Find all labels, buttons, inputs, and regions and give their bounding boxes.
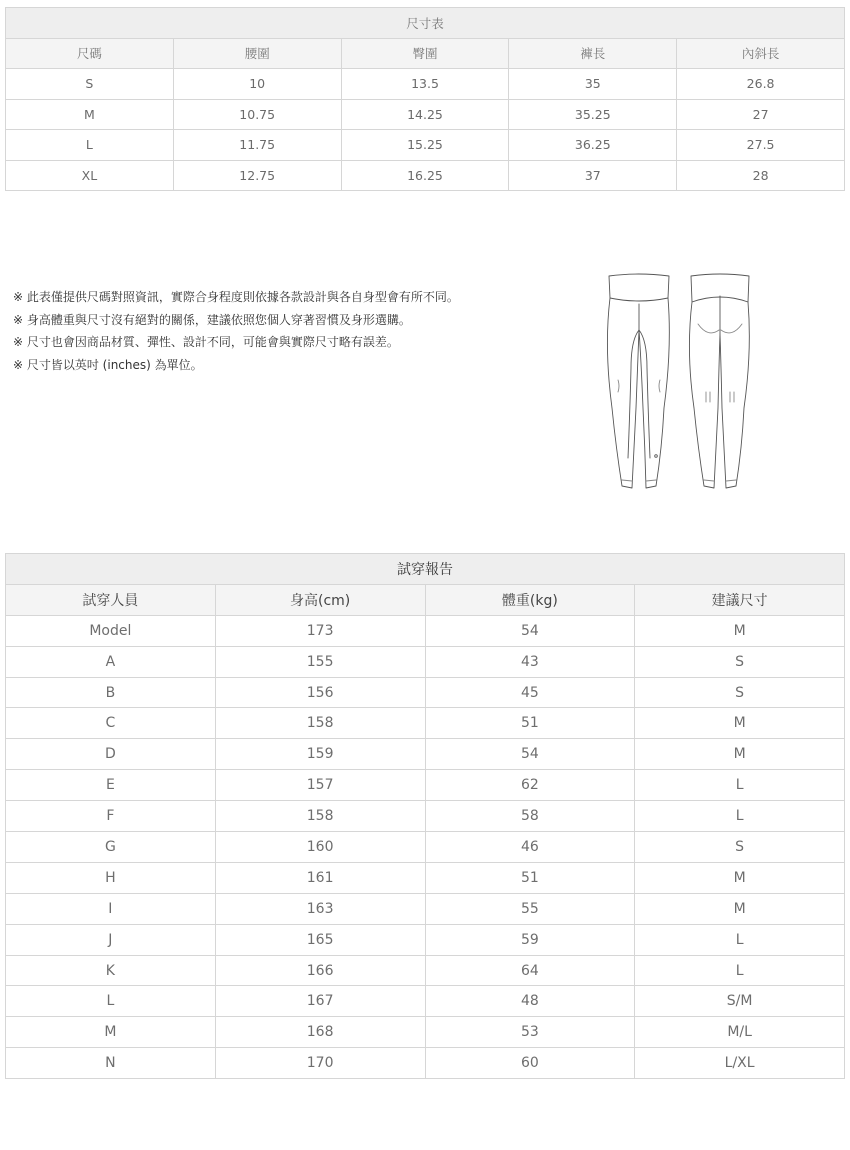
size-row — [6, 160, 845, 191]
recommended-size-cell: L — [635, 801, 845, 832]
weight-cell: 43 — [425, 646, 635, 677]
height-cell: 161 — [215, 862, 425, 893]
height-cell: 167 — [215, 986, 425, 1017]
weight-cell: 64 — [425, 955, 635, 986]
tester-cell: I — [6, 893, 216, 924]
weight-cell: 54 — [425, 739, 635, 770]
weight-cell: 54 — [425, 615, 635, 646]
header-recommended-size: 建議尺寸 — [635, 584, 845, 615]
tester-cell: D — [6, 739, 216, 770]
weight-cell: 58 — [425, 801, 635, 832]
tester-cell: K — [6, 955, 216, 986]
size-cell: S — [6, 69, 174, 100]
recommended-size-cell: M — [635, 739, 845, 770]
tester-row — [6, 862, 845, 893]
weight-cell: 51 — [425, 862, 635, 893]
weight-cell: 60 — [425, 1048, 635, 1079]
tester-cell: B — [6, 677, 216, 708]
tester-cell: E — [6, 770, 216, 801]
length-cell: 35 — [509, 69, 677, 100]
size-chart-title: 尺寸表 — [6, 8, 845, 39]
size-row — [6, 69, 845, 100]
height-cell: 170 — [215, 1048, 425, 1079]
size-notes — [13, 286, 573, 376]
hip-cell: 13.5 — [341, 69, 509, 100]
size-cell: M — [6, 99, 174, 130]
height-cell: 168 — [215, 1017, 425, 1048]
note-item: ※ 尺寸皆以英吋 (inches) 為單位。 — [13, 357, 203, 372]
weight-cell: 46 — [425, 832, 635, 863]
size-chart-table — [5, 7, 845, 191]
recommended-size-cell: L/XL — [635, 1048, 845, 1079]
size-row — [6, 99, 845, 130]
size-cell: XL — [6, 160, 174, 191]
tester-row — [6, 708, 845, 739]
tester-cell: H — [6, 862, 216, 893]
tester-row — [6, 986, 845, 1017]
tester-cell: L — [6, 986, 216, 1017]
height-cell: 173 — [215, 615, 425, 646]
height-cell: 155 — [215, 646, 425, 677]
height-cell: 165 — [215, 924, 425, 955]
recommended-size-cell: S — [635, 832, 845, 863]
hip-cell: 15.25 — [341, 130, 509, 161]
height-cell: 158 — [215, 708, 425, 739]
weight-cell: 45 — [425, 677, 635, 708]
try-on-report-table — [5, 553, 845, 1079]
weight-cell: 62 — [425, 770, 635, 801]
header-tester: 試穿人員 — [6, 584, 216, 615]
tester-cell: N — [6, 1048, 216, 1079]
height-cell: 166 — [215, 955, 425, 986]
waist-cell: 10 — [173, 69, 341, 100]
recommended-size-cell: M — [635, 862, 845, 893]
weight-cell: 48 — [425, 986, 635, 1017]
length-cell: 35.25 — [509, 99, 677, 130]
tester-row — [6, 739, 845, 770]
tester-cell: F — [6, 801, 216, 832]
header-size: 尺碼 — [6, 38, 174, 69]
length-cell: 36.25 — [509, 130, 677, 161]
size-chart-header-row — [6, 38, 845, 69]
tester-row — [6, 646, 845, 677]
waist-cell: 12.75 — [173, 160, 341, 191]
try-on-header-row — [6, 584, 845, 615]
tester-row — [6, 955, 845, 986]
inseam-cell: 28 — [677, 160, 845, 191]
height-cell: 160 — [215, 832, 425, 863]
weight-cell: 59 — [425, 924, 635, 955]
tester-row — [6, 677, 845, 708]
size-row — [6, 130, 845, 161]
height-cell: 159 — [215, 739, 425, 770]
tester-row — [6, 893, 845, 924]
height-cell: 157 — [215, 770, 425, 801]
recommended-size-cell: M — [635, 615, 845, 646]
inseam-cell: 26.8 — [677, 69, 845, 100]
note-item: ※ 此表僅提供尺碼對照資訊，實際合身程度則依據各款設計與各自身型會有所不同。 — [13, 290, 459, 304]
waist-cell: 10.75 — [173, 99, 341, 130]
tester-row — [6, 924, 845, 955]
weight-cell: 51 — [425, 708, 635, 739]
hip-cell: 14.25 — [341, 99, 509, 130]
tester-row — [6, 770, 845, 801]
recommended-size-cell: L — [635, 924, 845, 955]
inseam-cell: 27.5 — [677, 130, 845, 161]
note-item: ※ 尺寸也會因商品材質、彈性、設計不同，可能會與實際尺寸略有誤差。 — [13, 335, 399, 349]
weight-cell: 55 — [425, 893, 635, 924]
tester-cell: G — [6, 832, 216, 863]
tester-cell: C — [6, 708, 216, 739]
tester-row — [6, 832, 845, 863]
height-cell: 163 — [215, 893, 425, 924]
tester-cell: Model — [6, 615, 216, 646]
try-on-report-title: 試穿報告 — [6, 554, 845, 585]
hip-cell: 16.25 — [341, 160, 509, 191]
size-cell: L — [6, 130, 174, 161]
tester-row — [6, 1048, 845, 1079]
leggings-back-view — [689, 274, 749, 488]
tester-row — [6, 615, 845, 646]
tester-cell: J — [6, 924, 216, 955]
header-weight: 體重(kg) — [425, 584, 635, 615]
tester-row — [6, 801, 845, 832]
header-hip: 臀圍 — [341, 38, 509, 69]
recommended-size-cell: M/L — [635, 1017, 845, 1048]
recommended-size-cell: L — [635, 770, 845, 801]
header-inseam: 內斜長 — [677, 38, 845, 69]
height-cell: 156 — [215, 677, 425, 708]
length-cell: 37 — [509, 160, 677, 191]
header-waist: 腰圍 — [173, 38, 341, 69]
tester-row — [6, 1017, 845, 1048]
inseam-cell: 27 — [677, 99, 845, 130]
recommended-size-cell: S — [635, 677, 845, 708]
recommended-size-cell: L — [635, 955, 845, 986]
header-length: 褲長 — [509, 38, 677, 69]
tester-cell: A — [6, 646, 216, 677]
height-cell: 158 — [215, 801, 425, 832]
leggings-front-view — [607, 274, 669, 488]
recommended-size-cell: S/M — [635, 986, 845, 1017]
tester-cell: M — [6, 1017, 216, 1048]
header-height: 身高(cm) — [215, 584, 425, 615]
weight-cell: 53 — [425, 1017, 635, 1048]
leggings-front-back-icon — [598, 268, 760, 494]
note-item: ※ 身高體重與尺寸沒有絕對的關係，建議依照您個人穿著習慣及身形選購。 — [13, 312, 411, 327]
waist-cell: 11.75 — [173, 130, 341, 161]
recommended-size-cell: M — [635, 893, 845, 924]
recommended-size-cell: M — [635, 708, 845, 739]
recommended-size-cell: S — [635, 646, 845, 677]
